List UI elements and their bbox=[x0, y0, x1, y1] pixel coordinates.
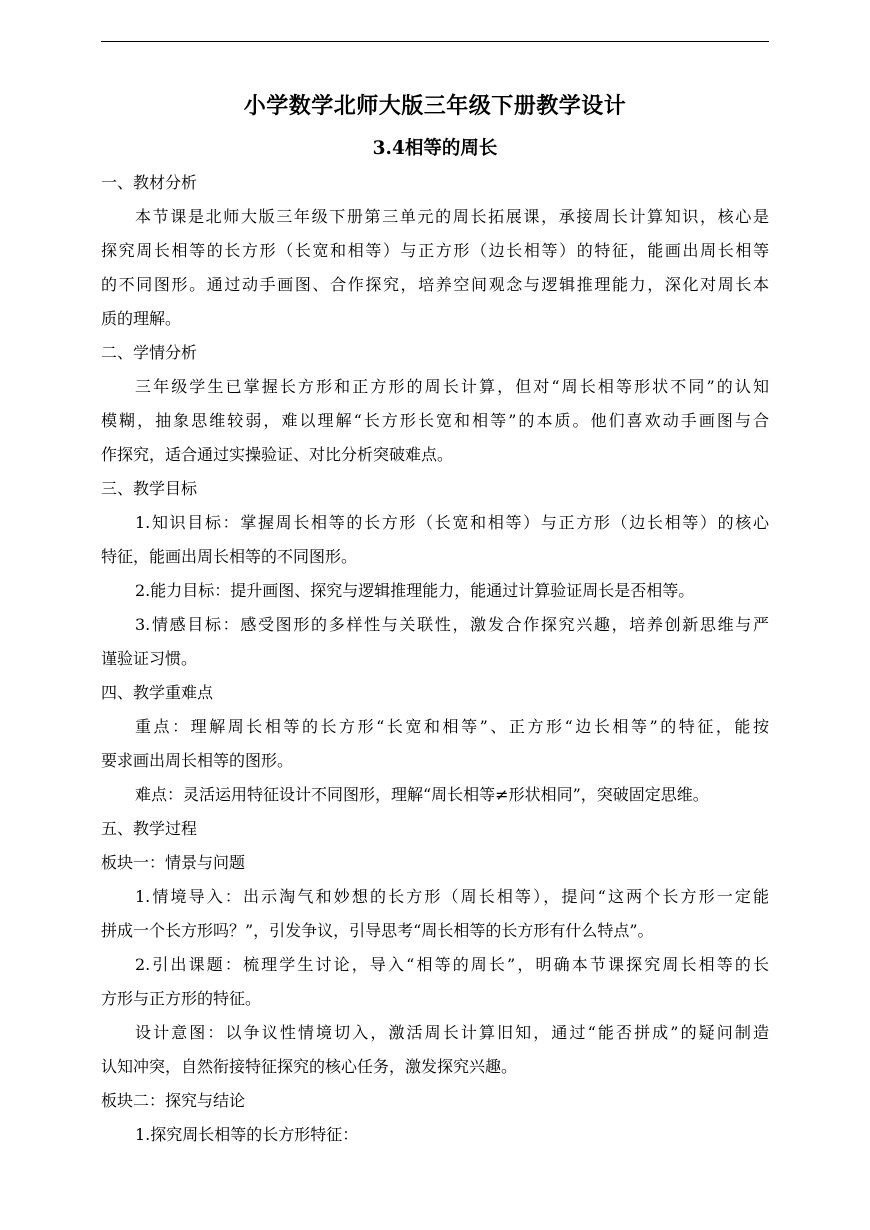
paragraph-explore-rectangle bbox=[101, 1118, 769, 1152]
paragraph-line: 作探究，适合通过实操验证、对比分析突破难点。 bbox=[101, 445, 454, 464]
paragraph-line: 探究周长相等的长方形（长宽和相等）与正方形（边长相等）的特征，能画出周长相等 bbox=[101, 241, 769, 260]
paragraph-knowledge-goal bbox=[101, 506, 769, 574]
section-heading-teaching-goals: 三、教学目标 bbox=[101, 479, 198, 498]
paragraph-line: 设计意图：以争议性情境切入，激活周长计算旧知，通过“能否拼成”的疑问制造 bbox=[135, 1023, 769, 1042]
paragraph-difficult-point bbox=[101, 778, 769, 812]
paragraph-line: 拼成一个长方形吗？”，引发争议，引导思考“周长相等的长方形有什么特点”。 bbox=[101, 921, 654, 940]
paragraph-emotion-goal bbox=[101, 608, 769, 676]
section-heading-key-points: 四、教学重难点 bbox=[101, 683, 214, 702]
paragraph-line: 难点：灵活运用特征设计不同图形，理解“周长相等≠形状相同”，突破固定思维。 bbox=[135, 785, 709, 804]
paragraph-design-intent bbox=[101, 1016, 769, 1084]
paragraph-line: 3.情感目标：感受图形的多样性与关联性，激发合作探究兴趣，培养创新思维与严 bbox=[135, 615, 769, 634]
paragraph-line: 三年级学生已掌握长方形和正方形的周长计算，但对“周长相等形状不同”的认知 bbox=[135, 377, 769, 396]
paragraph-line: 质的理解。 bbox=[101, 309, 182, 328]
paragraph-textbook-analysis bbox=[101, 200, 769, 336]
paragraph-line: 要求画出周长相等的图形。 bbox=[101, 751, 294, 770]
paragraph-line: 2.能力目标：提升画图、探究与逻辑推理能力，能通过计算验证周长是否相等。 bbox=[135, 581, 695, 600]
paragraph-line: 谨验证习惯。 bbox=[101, 649, 198, 668]
paragraph-line: 重点：理解周长相等的长方形“长宽和相等”、正方形“边长相等”的特征，能按 bbox=[135, 717, 769, 736]
paragraph-line: 2.引出课题：梳理学生讨论，导入“相等的周长”，明确本节课探究周长相等的长 bbox=[135, 955, 769, 974]
paragraph-ability-goal bbox=[101, 574, 769, 608]
document-subtitle: 3.4相等的周长 bbox=[372, 138, 498, 159]
paragraph-key-point bbox=[101, 710, 769, 778]
paragraph-line: 模糊，抽象思维较弱，难以理解“长方形长宽和相等”的本质。他们喜欢动手画图与合 bbox=[101, 411, 769, 430]
document-body bbox=[101, 86, 769, 1152]
paragraph-scenario-intro bbox=[101, 880, 769, 948]
document-title: 小学数学北师大版三年级下册教学设计 bbox=[243, 93, 627, 119]
section-heading-student-analysis: 二、学情分析 bbox=[101, 343, 198, 362]
paragraph-topic-intro bbox=[101, 948, 769, 1016]
paragraph-student-analysis bbox=[101, 370, 769, 472]
paragraph-line: 方形与正方形的特征。 bbox=[101, 989, 262, 1008]
paragraph-line: 1.知识目标：掌握周长相等的长方形（长宽和相等）与正方形（边长相等）的核心 bbox=[135, 513, 769, 532]
paragraph-line: 本节课是北师大版三年级下册第三单元的周长拓展课，承接周长计算知识，核心是 bbox=[135, 207, 769, 226]
section-heading-textbook-analysis: 一、教材分析 bbox=[101, 173, 198, 192]
paragraph-line: 认知冲突，自然衔接特征探究的核心任务，激发探究兴趣。 bbox=[101, 1057, 518, 1076]
paragraph-line: 特征，能画出周长相等的不同图形。 bbox=[101, 547, 358, 566]
paragraph-line: 1.情境导入：出示淘气和妙想的长方形（周长相等），提问“这两个长方形一定能 bbox=[135, 887, 769, 906]
block-heading-exploration: 板块二：探究与结论 bbox=[101, 1091, 246, 1110]
header-rule bbox=[101, 41, 769, 42]
section-heading-teaching-process: 五、教学过程 bbox=[101, 819, 198, 838]
block-heading-scenario: 板块一：情景与问题 bbox=[101, 853, 246, 872]
paragraph-line: 1.探究周长相等的长方形特征： bbox=[135, 1125, 359, 1144]
paragraph-line: 的不同图形。通过动手画图、合作探究，培养空间观念与逻辑推理能力，深化对周长本 bbox=[101, 275, 769, 294]
